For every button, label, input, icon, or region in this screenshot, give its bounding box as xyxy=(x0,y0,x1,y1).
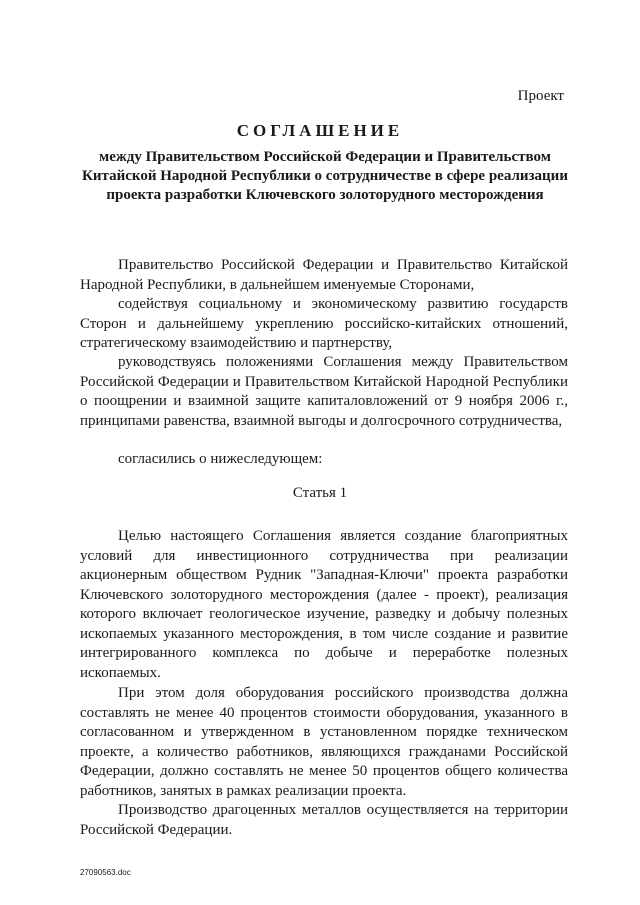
article-paragraph-1: Целью настоящего Соглашения является создание благоприятных условий для инвестиционного сотрудничества при реализации акционерным обществом Рудник "Западная-Ключи" проекта разработки Ключевского золоторудного месторождения (далее - проект), реализация которого включает геологическое изучение, разведку и добычу полезных ископаемых указанного месторождения, в том числе создание и развитие интегрированного комплекса по добыче и переработке полезных ископаемых. xyxy=(80,528,568,681)
draft-label: Проект xyxy=(517,88,564,104)
preamble-paragraph-2: содействуя социальному и экономическому развитию государств Сторон и дальнейшему укреплению российско-китайских отношений, стратегическому взаимодействию и партнерству, xyxy=(80,296,568,351)
article-paragraph-3: Производство драгоценных металлов осуществляется на территории Российской Федерации. xyxy=(80,802,568,838)
article-heading: Статья 1 xyxy=(292,485,348,501)
preamble-paragraph-1: Правительство Российской Федерации и Правительство Китайской Народной Республики, в дальнейшем именуемые Сторонами, xyxy=(80,257,568,293)
preamble-paragraph-3: руководствуясь положениями Соглашения между Правительством Российской Федерации и Правительством Китайской Народной Республики о поощрении и взаимной защите капиталовложений от 9 ноября 2006 г., принципами равенства, взаимной выгоды и долгосрочного сотрудничества, xyxy=(80,354,568,429)
file-reference: 27090563.doc xyxy=(80,868,131,877)
preamble-paragraph-4: согласились о нижеследующем: xyxy=(118,451,323,467)
document-subtitle: между Правительством Российской Федерации и Правительством Китайской Народной Республики о сотрудничестве в сфере реализации проекта разработки Ключевского золоторудного месторождения xyxy=(82,149,568,203)
document-title: СОГЛАШЕНИЕ xyxy=(236,121,404,140)
article-paragraph-2: При этом доля оборудования российского производства должна составлять не менее 40 процентов стоимости оборудования, указанного в согласованном и утвержденном в установленном порядке техническом проекте, а количество работников, являющихся гражданами Российской Федерации, должно составлять не менее 50 процентов общего количества работников, занятых в рамках реализации проекта. xyxy=(80,685,568,799)
